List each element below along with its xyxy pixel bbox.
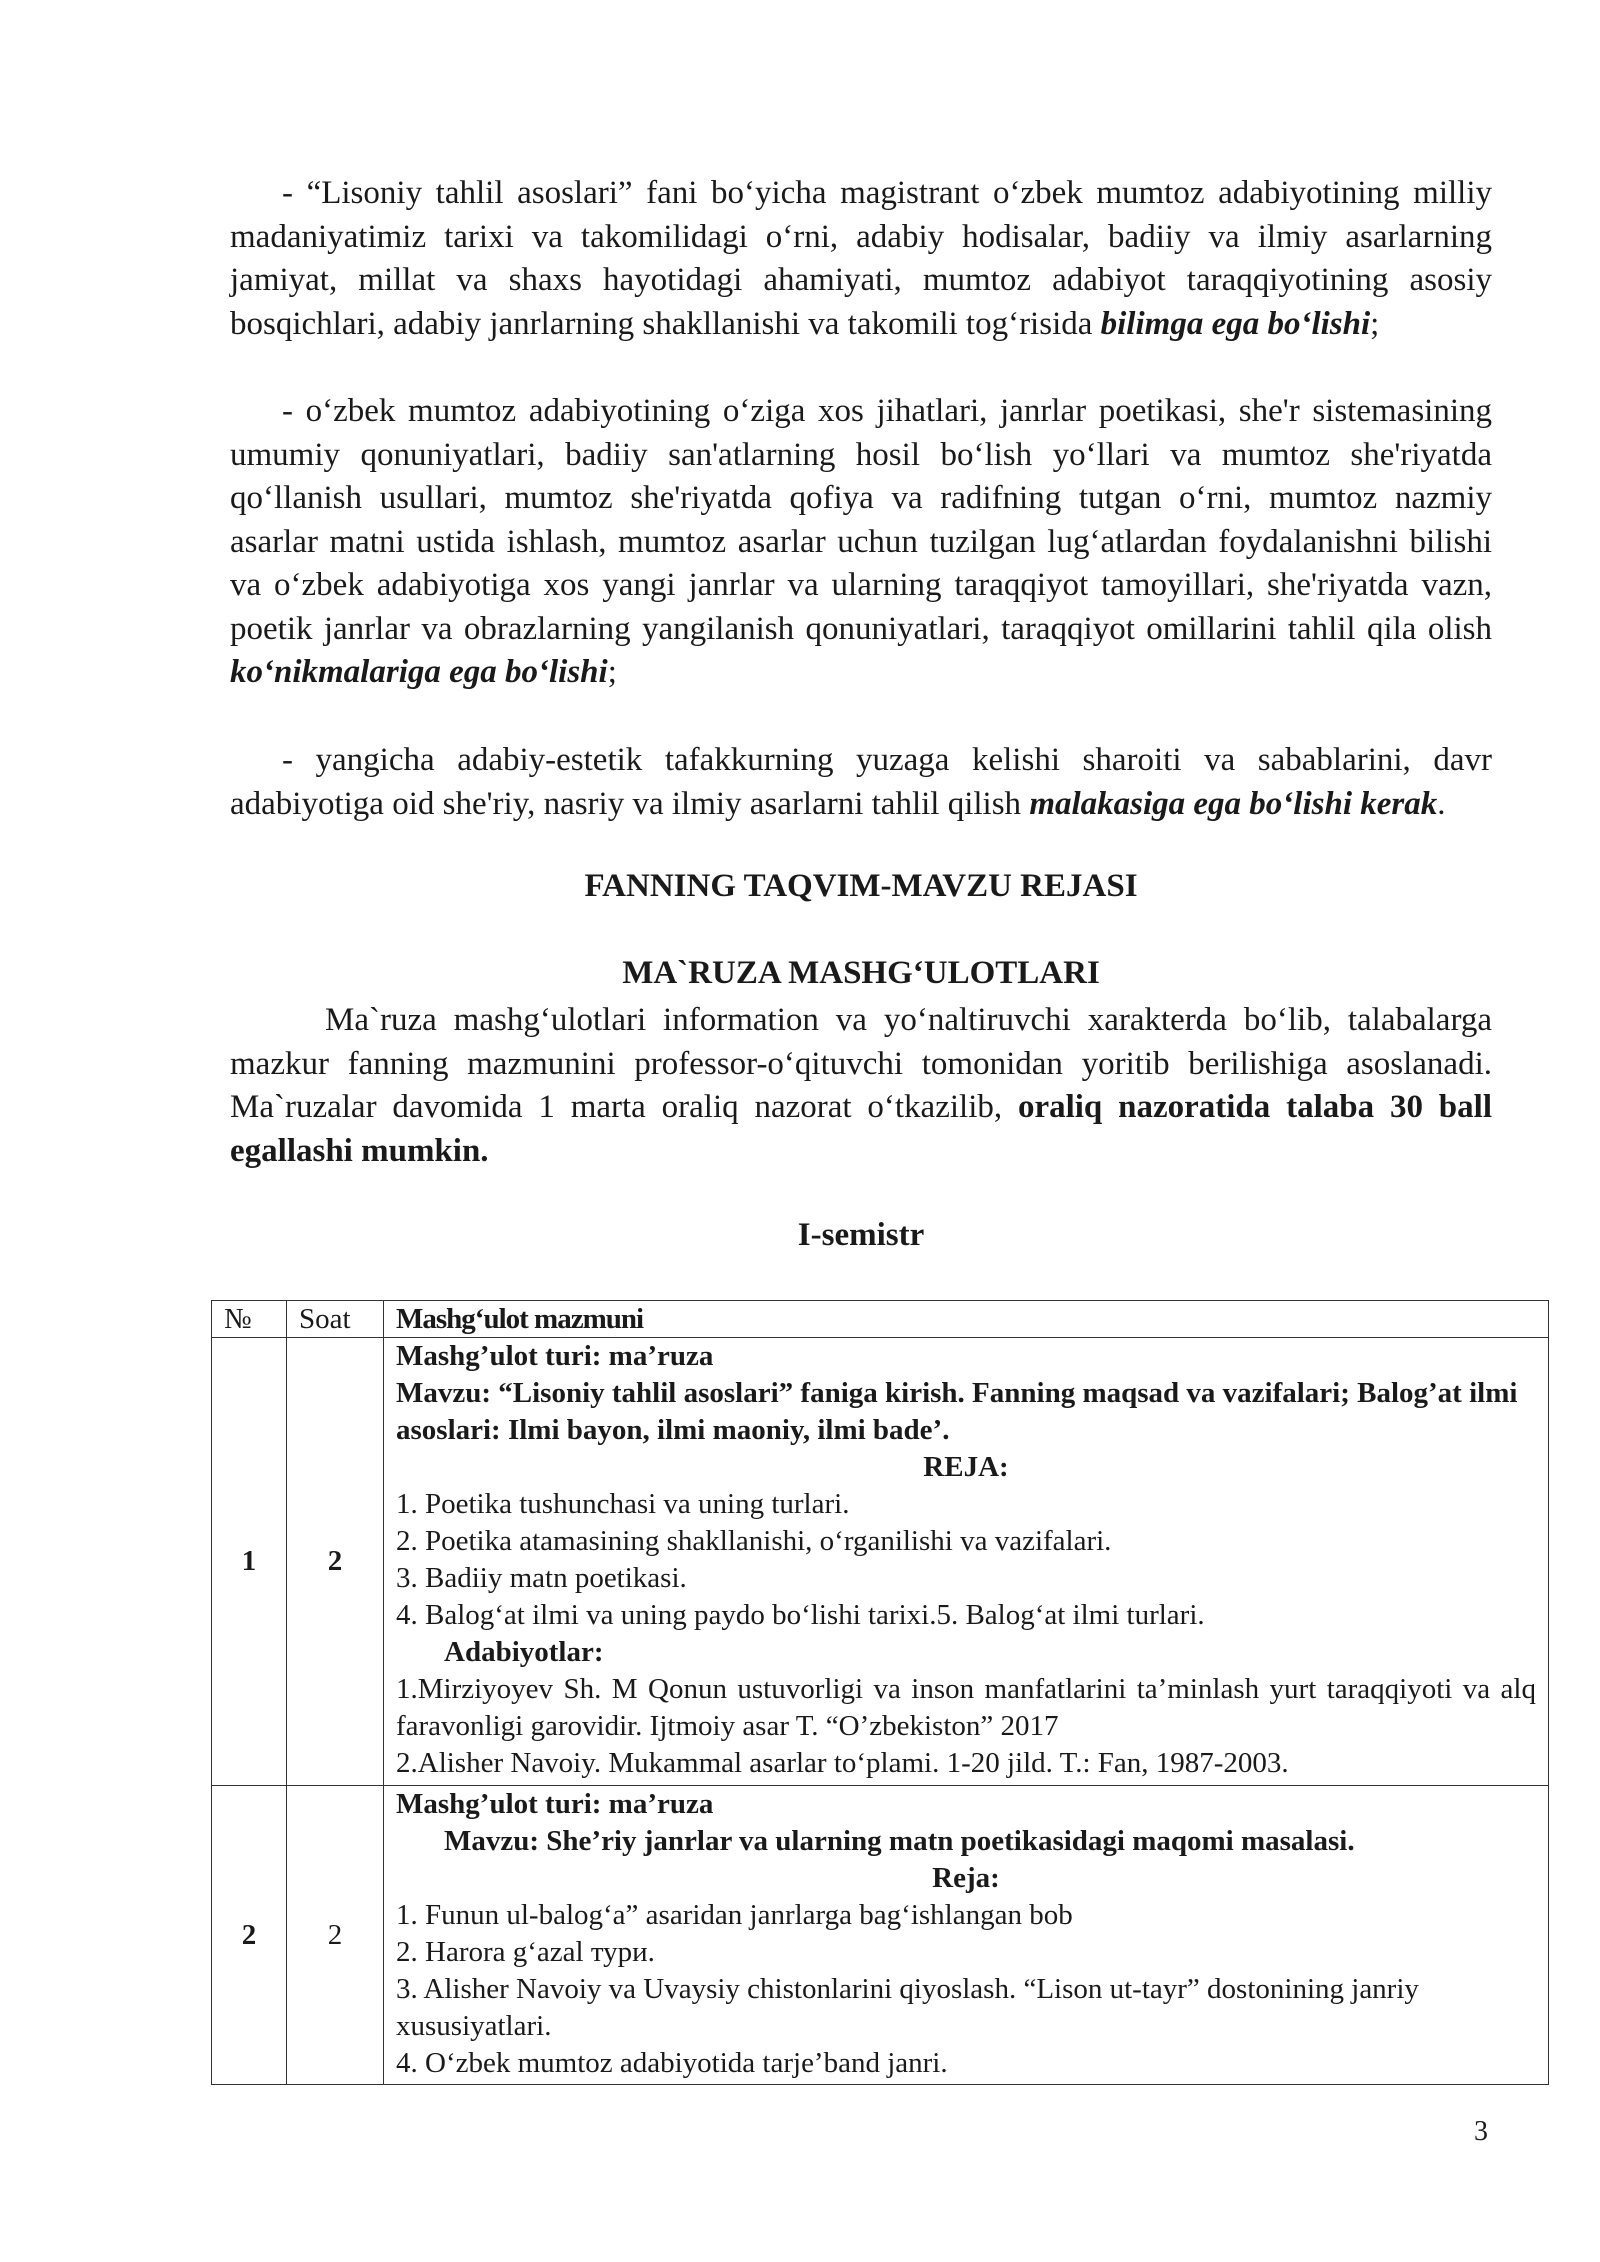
outcome-skills-paragraph: - o‘zbek mumtoz adabiyotining o‘ziga xos jihatlari, janrlar poetikasi, she'r sistemasining umumiy qonuniyatlari, badiiy san'atlarning hosil bo‘lish yo‘llari va mumtoz she'riyatda qo‘llanish usullari, mumtoz she'riyatda qofiya va radifning tutgan o‘rni, mumtoz nazmiy asarlar matni ustida ishlash, mumtoz asarlar uchun tuzilgan lug‘atlardan foydalanishni bilishi va o‘zbek adabiyotiga xos yangi janrlar va ularning taraqqiyot tamoyillari, she'riyatda vazn, poetik janrlar va obrazlarning yangilanish qonuniyatlari, taraqqiyot omillarini tahlil qila olish ko‘nikmalariga ega bo‘lishi; xyxy=(230,393,1492,690)
table-row xyxy=(212,1786,1549,2085)
row-hours: 2 xyxy=(287,1786,384,2085)
lectures-heading: MA`RUZA MASHG‘ULOTLARI xyxy=(622,955,1100,991)
plan-item: 2. Harora g‘azal тури. xyxy=(396,1936,655,1968)
header-hours: Soat xyxy=(287,1301,384,1338)
plan-item: 4. O‘zbek mumtoz adabiyotida tarje’band janri. xyxy=(396,2047,948,2079)
emphasis-text: bilimga ega bo‘lishi xyxy=(1100,305,1371,342)
table-header-row xyxy=(212,1301,1549,1338)
lecture-plan-table xyxy=(211,1300,1549,2085)
table-row xyxy=(212,1338,1549,1786)
header-number: № xyxy=(212,1301,287,1338)
lectures-paragraph: Ma`ruza mashg‘ulotlari information va yo‘naltiruvchi xarakterda bo‘lib, talabalarga mazkur fanning mazmunini professor-o‘qituvchi tomonidan yoritib berilishiga asoslanadi. Ma`ruzalar davomida 1 marta oraliq nazorat o‘tkazilib, oraliq nazoratida talaba 30 ball egallashi mumkin. xyxy=(230,1002,1492,1169)
lesson-type: Mashg’ulot turi: ma’ruza xyxy=(396,1340,714,1372)
plan-item: 3. Badiiy matn poetikasi. xyxy=(396,1562,687,1594)
emphasis-text: oraliq nazoratida talaba 30 ball egallashi mumkin. xyxy=(230,1089,1492,1169)
outcome-knowledge-paragraph: - “Lisoniy tahlil asoslari” fani bo‘yicha magistrant o‘zbek mumtoz adabiyotining milliy madaniyatimiz tarixi va takomilidagi o‘rni, adabiy hodisalar, badiiy va ilmiy asarlarning jamiyat, millat va shaxs hayotidagi ahamiyati, mumtoz adabiyot taraqqiyotining asosiy bosqichlari, adabiy janrlarning shakllanishi va takomili tog‘risida bilimga ega bo‘lishi; xyxy=(230,175,1492,342)
plan-item: 1. Poetika tushunchasi va uning turlari. xyxy=(396,1488,850,1520)
page-number: 3 xyxy=(1474,2116,1488,2147)
plan-item: 1. Funun ul-balog‘a” asaridan janrlarga bag‘ishlangan bob xyxy=(396,1899,1073,1931)
lesson-topic: Mavzu: “Lisoniy tahlil asoslari” faniga kirish. Fanning maqsad va vazifalari; Balog’at ilmi asoslari: Ilmi bayon, ilmi maoniy, ilmi bade’. xyxy=(396,1377,1518,1446)
plan-item: 4. Balog‘at ilmi va uning paydo bo‘lishi tarixi.5. Balog‘at ilmi turlari. xyxy=(396,1599,1205,1631)
row-hours: 2 xyxy=(287,1338,384,1786)
plan-item: 3. Alisher Navoiy va Uvaysiy chistonlarini qiyoslash. “Lison ut-tayr” dostonining janriy xususiyatlari. xyxy=(396,1973,1419,2042)
lesson-topic: Mavzu: She’riy janrlar va ularning matn poetikasidagi maqomi masalasi. xyxy=(444,1825,1355,1857)
lesson-type: Mashg’ulot turi: ma’ruza xyxy=(396,1788,714,1820)
emphasis-text: ko‘nikmalariga ega bo‘lishi xyxy=(230,654,608,690)
plan-item: 2. Poetika atamasining shakllanishi, o‘rganilishi va vazifalari. xyxy=(396,1525,1112,1557)
literature-label: Adabiyotlar: xyxy=(444,1636,604,1668)
plan-label: REJA: xyxy=(923,1451,1009,1483)
row-number: 2 xyxy=(212,1786,287,2085)
row-content xyxy=(384,1338,1549,1786)
semester-heading: I-semistr xyxy=(797,1217,925,1253)
plan-heading: FANNING TAQVIM-MAVZU REJASI xyxy=(584,868,1138,904)
literature-item: 2.Alisher Navoiy. Mukammal asarlar to‘plami. 1-20 jild. T.: Fan, 1987-2003. xyxy=(396,1747,1289,1779)
row-content xyxy=(384,1786,1549,2085)
row-number: 1 xyxy=(212,1338,287,1786)
outcome-competence-paragraph: - yangicha adabiy-estetik tafakkurning yuzaga kelishi sharoiti va sabablarini, davr adabiyotiga oid she'riy, nasriy va ilmiy asarlarni tahlil qilish malakasiga ega bo‘lishi kerak. xyxy=(230,742,1492,822)
header-content: Mashg‘ulot mazmuni xyxy=(384,1301,1549,1338)
emphasis-text: malakasiga ega bo‘lishi kerak xyxy=(1029,785,1438,822)
plan-label: Reja: xyxy=(932,1862,1000,1894)
literature-item: 1.Mirziyoyev Sh. M Qonun ustuvorligi va inson manfatlarini ta’minlash yurt taraqqiyoti va alq faravonligi garovidir. Ijtmoiy asar T. “O’zbekiston” 2017 xyxy=(396,1673,1536,1742)
